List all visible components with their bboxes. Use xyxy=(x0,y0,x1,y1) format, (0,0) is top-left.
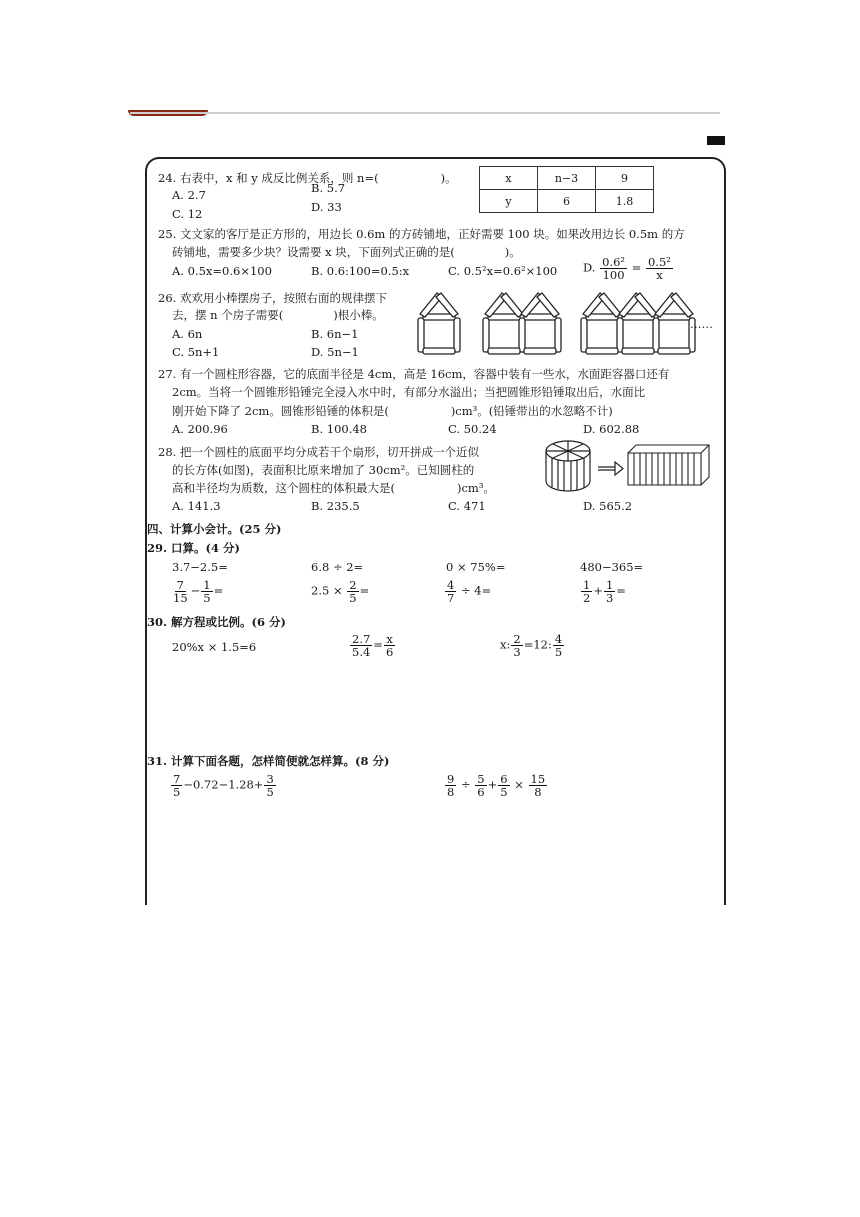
q26-option-d[interactable]: D. 5n−1 xyxy=(311,345,359,359)
q26-house-pattern-figure xyxy=(415,292,715,358)
q29-item-1: 3.7−2.5= xyxy=(172,560,228,574)
q31-expression-1: $\frac{7}{5}$ −0.72−1.28+ $\frac{3}{5}$ xyxy=(173,772,274,800)
q26-option-c[interactable]: C. 5n+1 xyxy=(172,345,220,359)
q29-item-8: $\frac{1}{2}$ + $\frac{1}{3}$ = xyxy=(583,578,626,606)
fraction: $\frac{\text{0.5²}}{x}$ xyxy=(647,255,671,283)
q30-equation-3: x: $\frac{2}{3}$ =12: $\frac{4}{5}$ xyxy=(500,632,563,660)
q29-item-6: 2.5 × $\frac{2}{5}$ = xyxy=(311,578,370,606)
q25-option-c[interactable]: C. 0.5²x=0.6²×100 xyxy=(448,264,558,278)
q28-cylinder-to-cuboid-figure xyxy=(543,437,713,495)
q28-line1: 28. 把一个圆柱的底面平均分成若干个扇形，切开拼成一个近似 xyxy=(158,445,479,459)
table-row xyxy=(480,167,654,190)
q28-option-a[interactable]: A. 141.3 xyxy=(172,499,221,513)
q25-option-b[interactable]: B. 0.6:100=0.5:x xyxy=(311,264,410,278)
q27-option-c[interactable]: C. 50.24 xyxy=(448,422,497,436)
q25-option-a[interactable]: A. 0.5x=0.6×100 xyxy=(172,264,272,278)
q29-item-4: 480−365= xyxy=(580,560,644,574)
q30-title: 30. 解方程或比例。(6 分) xyxy=(147,615,286,629)
q29-item-5: $\frac{7}{15}$ − $\frac{1}{5}$ = xyxy=(173,578,224,606)
q29-title: 29. 口算。(4 分) xyxy=(147,541,240,555)
q29-item-3: 0 × 75%= xyxy=(446,560,506,574)
q29-item-7: $\frac{4}{7}$ ÷ 4= xyxy=(447,578,492,606)
house-2-figure xyxy=(483,293,561,354)
q27-line3: 刚开始下降了 2cm。圆锥形铅锤的体积是( )cm³。(铅锤带出的水忽略不计) xyxy=(172,404,613,418)
q24-option-b[interactable]: B. 5.7 xyxy=(311,181,346,195)
house-1-figure xyxy=(418,293,460,354)
q26-line2: 去，摆 n 个房子需要( )根小棒。 xyxy=(172,308,384,322)
q30-equation-1: 20%x × 1.5=6 xyxy=(172,640,257,654)
q28-line3: 高和半径均为质数，这个圆柱的体积最大是( )cm³。 xyxy=(172,481,495,495)
q24-option-a[interactable]: A. 2.7 xyxy=(172,188,206,202)
q30-equation-2: $\frac{2.7}{5.4}$ = $\frac{x}{6}$ xyxy=(352,632,394,660)
q29-item-2: 6.8 ÷ 2= xyxy=(311,560,364,574)
q27-option-a[interactable]: A. 200.96 xyxy=(172,422,228,436)
q26-option-b[interactable]: B. 6n−1 xyxy=(311,327,359,341)
q31-title: 31. 计算下面各题，怎样简便就怎样算。(8 分) xyxy=(147,754,390,768)
table-cell: n−3 xyxy=(538,167,596,190)
q24-option-c[interactable]: C. 12 xyxy=(172,207,203,221)
cylinder-figure xyxy=(546,441,590,491)
q27-option-b[interactable]: B. 100.48 xyxy=(311,422,368,436)
q24-option-d[interactable]: D. 33 xyxy=(311,200,342,214)
q27-line2: 2cm。当将一个圆锥形铅锤完全浸入水中时，有部分水溢出；当把圆锥形铅锤取出后，水面比 xyxy=(172,385,646,399)
q31-expression-2: $\frac{9}{8}$ ÷ $\frac{5}{6}$ + $\frac{6}{5}$ × $\frac{15}{8}$ xyxy=(447,772,546,800)
q26-ellipsis: …… xyxy=(690,317,713,331)
q27-option-d[interactable]: D. 602.88 xyxy=(583,422,640,436)
table-row xyxy=(480,190,654,213)
header-rule xyxy=(130,112,720,114)
arrow-icon xyxy=(598,462,623,475)
q28-option-b[interactable]: B. 235.5 xyxy=(311,499,360,513)
fraction: $\frac{\text{0.6²}}{100}$ xyxy=(602,255,626,283)
q25-line2: 砖铺地，需要多少块？设需要 x 块，下面列式正确的是( )。 xyxy=(172,245,521,259)
q26-line1: 26. 欢欢用小棒摆房子，按照右面的规律摆下 xyxy=(158,291,387,305)
table-cell: 1.8 xyxy=(596,190,654,213)
q28-option-d[interactable]: D. 565.2 xyxy=(583,499,633,513)
q24-xy-table xyxy=(479,166,654,213)
q25-option-d[interactable]: D. $\frac{\text{0.6²}}{100}$ = $\frac{\text{0.5²}}{x}$ xyxy=(583,255,671,283)
q24-stem: 24. 右表中，x 和 y 成反比例关系，则 n=( )。 xyxy=(158,171,457,185)
table-cell: y xyxy=(480,190,538,213)
cuboid-figure xyxy=(628,445,709,485)
section-4-heading: 四、计算小会计。(25 分) xyxy=(147,522,282,536)
q28-option-c[interactable]: C. 471 xyxy=(448,499,486,513)
q25-line1: 25. 文文家的客厅是正方形的，用边长 0.6m 的方砖铺地，正好需要 100 块。如果改用边长 0.5m 的方 xyxy=(158,227,685,241)
house-3-figure xyxy=(581,293,695,354)
q28-line2: 的长方体(如图)，表面积比原来增加了 30cm²。已知圆柱的 xyxy=(172,463,475,477)
q27-line1: 27. 有一个圆柱形容器，它的底面半径是 4cm，高是 16cm，容器中装有一些水，水面距容器口还有 xyxy=(158,367,670,381)
q26-option-a[interactable]: A. 6n xyxy=(172,327,203,341)
table-cell: x xyxy=(480,167,538,190)
table-cell: 6 xyxy=(538,190,596,213)
table-cell: 9 xyxy=(596,167,654,190)
corner-marker xyxy=(707,136,725,145)
